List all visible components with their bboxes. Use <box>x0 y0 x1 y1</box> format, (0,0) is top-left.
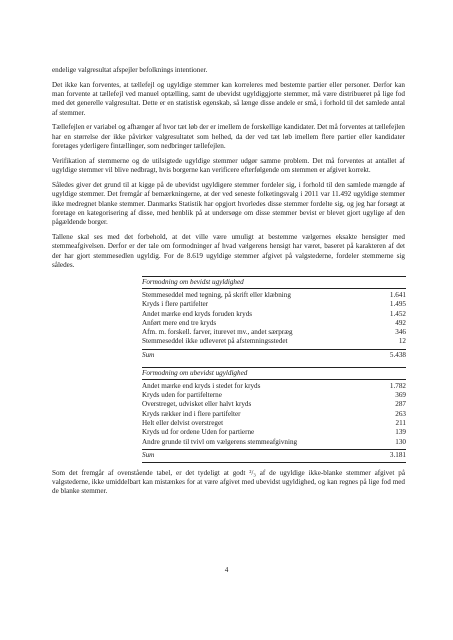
section-title-deliberate: Formodning om bevidst ugyldighed <box>142 278 406 289</box>
table-row: Stemmeseddel ikke udleveret på afstemningsstedet 12 <box>142 337 406 346</box>
sum-row-deliberate: Sum 5.438 <box>142 349 406 361</box>
paragraph-2: Det ikke kan forventes, at tællefejl og ugyldige stemmer kan korreleres med bestemte partier eller personer. Derfor kan man forvente at tællefejl ved manuel optælling, samt de ubevidst ugyldiggjorte stemmer, må være distribueret på lige fod med det generelle valgresultat. Dette er en statistisk egenskab, så længe disse andele er små, i forhold til det samlede antal af stemmer. <box>52 80 405 117</box>
table-row: Kryds ud for ordene Uden for partierne 139 <box>142 428 406 437</box>
section-rows-unintentional <box>142 382 406 447</box>
table-row: Kryds i flere partifelter 1.495 <box>142 300 406 309</box>
table-row: Kryds uden for partifelterne 369 <box>142 391 406 400</box>
paragraph-5: Således giver det grund til at kigge på de ubevidst ugyldigere stemmer fordeler sig, i forhold til den samlede mængde af ugyldige stemmer. Det fremgår af bemærkningerne, at der ved seneste folketingsvalg i 2011 var 11.492 ugyldige stemmer ikke medregnet blanke stemmer. Danmarks Statistik har opgjort hvorledes disse stemmer fordelte sig, og jeg har forsøgt at foretage en kategorisering af disse, med henblik på at undersøge om disse stemmer bevist er blevet gjort ugylige af den pågældende borger. <box>52 180 405 227</box>
paragraph-3: Tællefejlen er variabel og afhænger af hvor tæt løb der er imellem de forskellige kandidater. Det må forventes at tællefejlen har en størrelse der ikke påvirker valgresultatet som helhed, da der ved tæt løb imellem flere partier eller kandidater foretages yderligere fintællinger, som nedbringer tællefejlen. <box>52 123 405 151</box>
table-top-rule <box>142 276 406 277</box>
table-row: Andre grunde til tvivl om vælgerens stemmeafgivning 130 <box>142 437 406 446</box>
table-row: Stemmeseddel med tegning, på skrift eller klæbning 1.641 <box>142 290 406 299</box>
paragraph-6: Tallene skal ses med det forbehold, at det ville være umuligt at bestemme vælgernes eksakte hensigter med stemmeafgivelsen. Derfor er der tale om formodninger af hvad vælgerens hensigt har været, baseret på karakteren af det der har gjort stemmesedlen ugyldig. For de 8.619 ugyldige stemmer afgivet på valgstederne, fordeler stemmerne sig således. <box>52 232 405 269</box>
paragraph-4: Verifikation af stemmerne og de utilsigtede ugyldige stemmer udgør samme problem. Det må forventes at antallet af ugyldige stemmer vil blive nedbragt, hvis borgerne kan verificere efterfølgende om stemmen er afgivet korrekt. <box>52 156 405 175</box>
table-row: Andet mærke end kryds foruden kryds 1.452 <box>142 309 406 318</box>
table-row: Overstreget, udvisket eller halvt kryds 287 <box>142 400 406 409</box>
closing-paragraph: Som det fremgår af ovenstående tabel, er det tydeligt at godt ²/₃ af de ugyldige ikke-blanke stemmer afgivet på valgstederne, ikke umiddelbart kan mistænkes for at være afgivet med ubevidst ugyldighed, og kan regnes på lige fod med de blanke stemmer. <box>52 468 405 496</box>
table-row: Helt eller delvist overstreget 211 <box>142 419 406 427</box>
table-mid-rule <box>142 367 406 368</box>
invalid-votes-table <box>142 276 406 463</box>
table-row: Anført mere end tre kryds 492 <box>142 318 406 327</box>
section-rows-deliberate <box>142 291 406 347</box>
page-number: 4 <box>224 566 229 574</box>
paragraph-1: endelige valgresultat afspejler befolknings intentioner. <box>52 66 208 74</box>
table-row: Andet mærke end kryds i stedet for kryds 1.782 <box>142 381 406 390</box>
table-row: Kryds rækker ind i flere partifelter 263 <box>142 409 406 418</box>
document-page <box>52 66 405 502</box>
sum-row-unintentional: Sum 3.181 <box>142 449 406 463</box>
section-title-unintentional: Formodning om ubevidst ugyldighed <box>142 369 406 380</box>
table-row: Afm. m. forskell. farver, iturevet mv., andet særpræg 346 <box>142 328 406 337</box>
